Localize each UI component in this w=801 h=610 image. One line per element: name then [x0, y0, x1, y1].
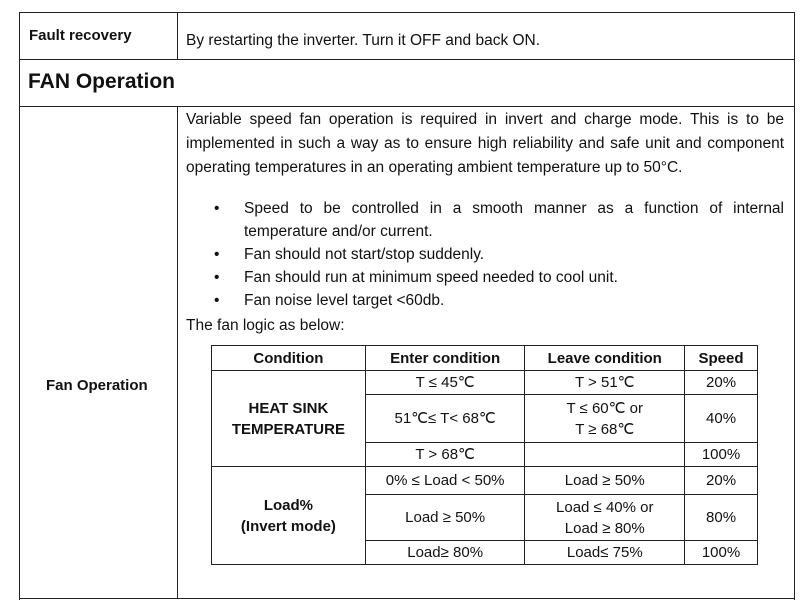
- speed-cell: 80%: [685, 495, 758, 541]
- condition-cell: Load% (Invert mode): [212, 467, 366, 565]
- column-header: Enter condition: [365, 346, 525, 371]
- leave-cell: [525, 443, 685, 467]
- enter-cell: Load ≥ 50%: [365, 495, 525, 541]
- bullet-icon: •: [214, 292, 220, 309]
- fan-operation-label: Fan Operation: [46, 377, 148, 394]
- leave-cell: Load ≤ 40% or Load ≥ 80%: [525, 495, 685, 541]
- fault-recovery-label: Fault recovery: [29, 27, 132, 44]
- enter-cell: Load≥ 80%: [365, 541, 525, 565]
- column-divider: [177, 12, 178, 60]
- table-row: [212, 467, 758, 495]
- table-header-row: [212, 346, 758, 371]
- list-item: • Speed to be controlled in a smooth manner as a function of internal temperature and/or current.: [186, 197, 784, 243]
- speed-cell: 20%: [685, 371, 758, 395]
- bullet-icon: •: [214, 269, 220, 286]
- column-divider: [177, 106, 178, 599]
- list-item: • Fan should run at minimum speed needed to cool unit.: [186, 266, 784, 289]
- row-divider: [19, 598, 795, 599]
- column-header: Condition: [212, 346, 366, 371]
- fault-recovery-text: By restarting the inverter. Turn it OFF and back ON.: [186, 32, 541, 49]
- list-item: • Fan noise level target <60db.: [186, 289, 784, 312]
- column-header: Leave condition: [525, 346, 685, 371]
- enter-cell: 0% ≤ Load < 50%: [365, 467, 525, 495]
- leave-cell: Load ≥ 50%: [525, 467, 685, 495]
- condition-cell: HEAT SINK TEMPERATURE: [212, 371, 366, 467]
- enter-cell: T > 68℃: [365, 443, 525, 467]
- speed-cell: 100%: [685, 443, 758, 467]
- row-divider: [19, 106, 795, 107]
- leave-cell: T > 51℃: [525, 371, 685, 395]
- section-title: FAN Operation: [28, 70, 176, 93]
- column-header: Speed: [685, 346, 758, 371]
- leave-cell: T ≤ 60℃ or T ≥ 68℃: [525, 395, 685, 443]
- row-divider: [19, 59, 795, 60]
- requirements-list: [186, 197, 784, 312]
- speed-cell: 20%: [685, 467, 758, 495]
- speed-cell: 40%: [685, 395, 758, 443]
- bullet-icon: •: [214, 200, 220, 217]
- fan-logic-table: [211, 345, 758, 565]
- list-item: • Fan should not start/stop suddenly.: [186, 243, 784, 266]
- speed-cell: 100%: [685, 541, 758, 565]
- enter-cell: T ≤ 45℃: [365, 371, 525, 395]
- fan-logic-intro: The fan logic as below:: [186, 317, 345, 334]
- fan-description: Variable speed fan operation is required in invert and charge mode. This is to be implemented in such a way as to ensure high reliability and safe unit and component operating temperatures in an operating ambient temperature up to 50°C.: [186, 111, 784, 176]
- table-row: [212, 371, 758, 395]
- bullet-icon: •: [214, 246, 220, 263]
- enter-cell: 51℃≤ T< 68℃: [365, 395, 525, 443]
- leave-cell: Load≤ 75%: [525, 541, 685, 565]
